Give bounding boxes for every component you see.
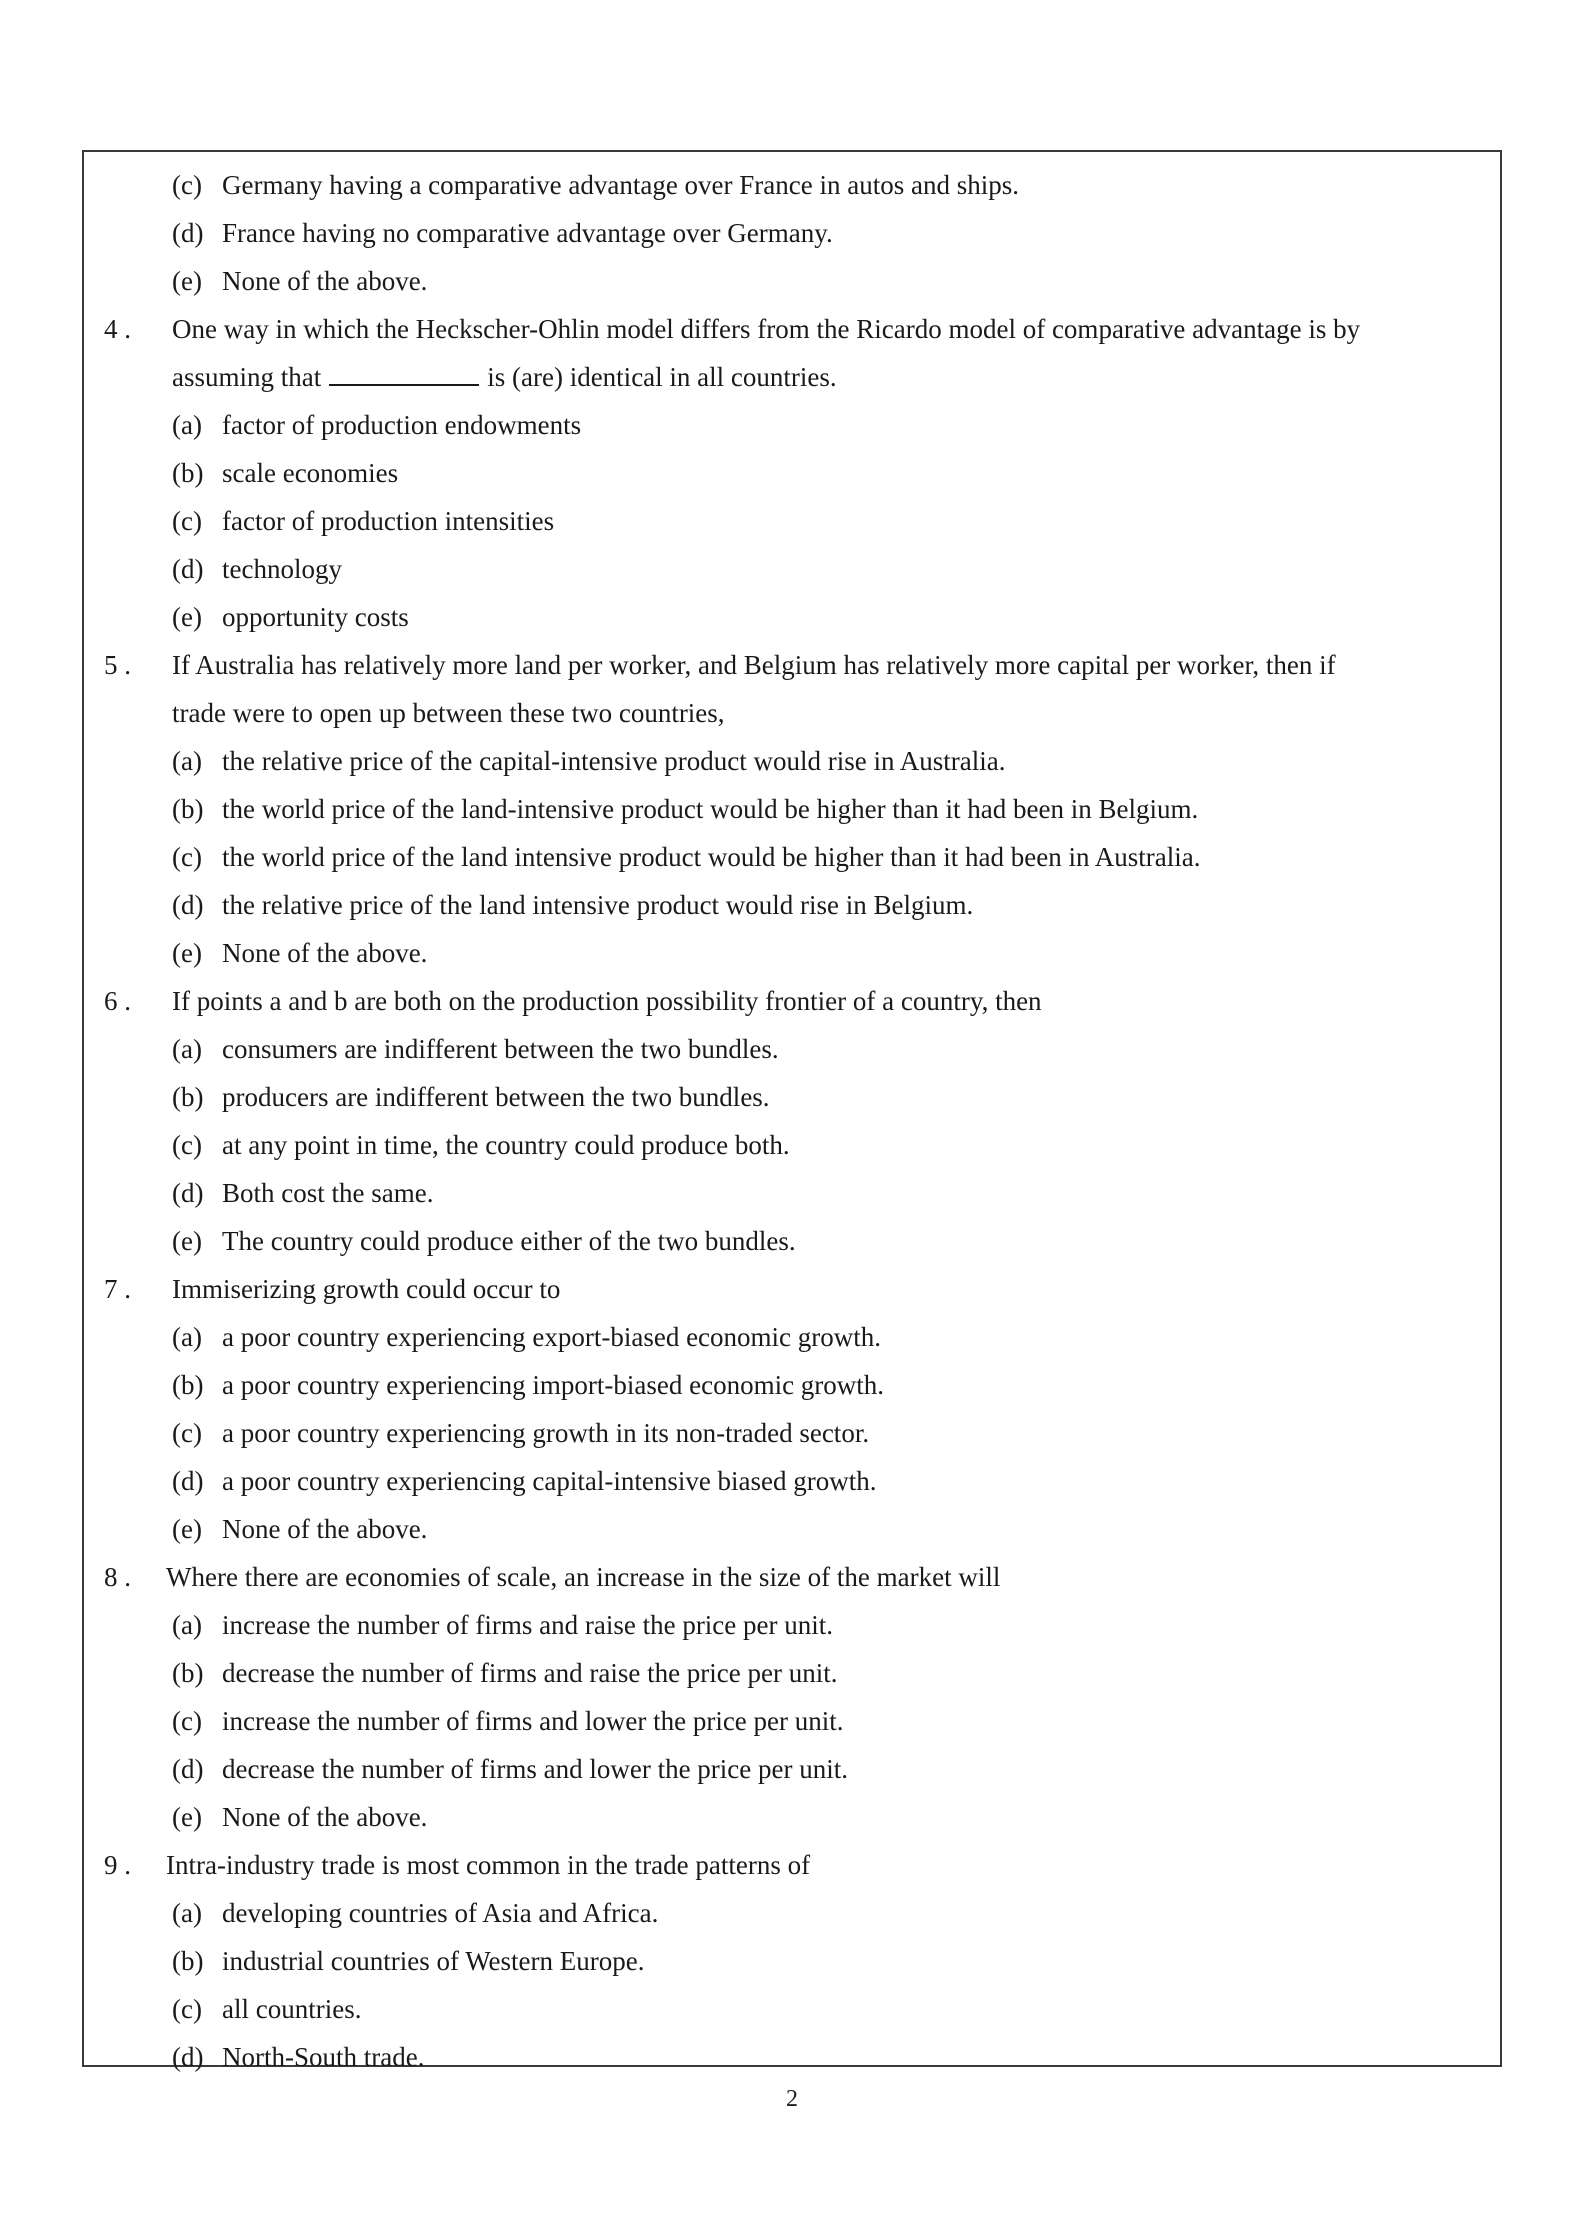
option-label: (c): [172, 842, 202, 872]
question-line-continued: [84, 692, 1500, 740]
option-label: (c): [172, 1706, 202, 1736]
option-line: [84, 1700, 1500, 1748]
option-line: [84, 596, 1500, 644]
option-text: decrease the number of firms and lower the price per unit.: [222, 1754, 848, 1784]
question-text: Immiserizing growth could occur to: [172, 1274, 561, 1304]
option-text: opportunity costs: [222, 602, 409, 632]
option-text: Both cost the same.: [222, 1178, 434, 1208]
option-text: the relative price of the capital-intensive product would rise in Australia.: [222, 746, 1006, 776]
question-number: 5 .: [104, 650, 131, 680]
option-label: (b): [172, 458, 204, 488]
option-line: [84, 260, 1500, 308]
question-number: 6 .: [104, 986, 131, 1016]
option-text: technology: [222, 554, 342, 584]
option-line: [84, 1364, 1500, 1412]
option-text: all countries.: [222, 1994, 362, 2024]
option-text: None of the above.: [222, 1802, 428, 1832]
option-label: (a): [172, 1322, 202, 1352]
option-line: [84, 1796, 1500, 1844]
option-label: (b): [172, 1658, 204, 1688]
option-line: [84, 1220, 1500, 1268]
option-text: increase the number of firms and lower the price per unit.: [222, 1706, 844, 1736]
question-line: [84, 1556, 1500, 1604]
option-line: [84, 452, 1500, 500]
option-line: [84, 1316, 1500, 1364]
option-text: factor of production intensities: [222, 506, 555, 536]
option-label: (a): [172, 1898, 202, 1928]
option-line: [84, 1076, 1500, 1124]
option-label: (d): [172, 1466, 204, 1496]
option-text: the world price of the land-intensive product would be higher than it had been in Belgium.: [222, 794, 1199, 824]
option-text: None of the above.: [222, 266, 428, 296]
option-text: Germany having a comparative advantage over France in autos and ships.: [222, 170, 1019, 200]
option-label: (e): [172, 938, 202, 968]
option-text: developing countries of Asia and Africa.: [222, 1898, 659, 1928]
question-line: [84, 1268, 1500, 1316]
option-label: (e): [172, 1226, 202, 1256]
option-text: consumers are indifferent between the two bundles.: [222, 1034, 779, 1064]
option-label: (a): [172, 1034, 202, 1064]
question-line: [84, 644, 1500, 692]
option-label: (d): [172, 554, 204, 584]
page-number: 2: [786, 2086, 798, 2112]
option-text: increase the number of firms and raise the price per unit.: [222, 1610, 834, 1640]
option-label: (a): [172, 1610, 202, 1640]
option-text: the world price of the land intensive product would be higher than it had been in Australia.: [222, 842, 1201, 872]
option-line: [84, 1604, 1500, 1652]
option-text: North-South trade.: [222, 2042, 425, 2072]
option-line: [84, 740, 1500, 788]
option-label: (e): [172, 266, 202, 296]
option-text: producers are indifferent between the two bundles.: [222, 1082, 770, 1112]
option-label: (a): [172, 410, 202, 440]
question-line: [84, 308, 1500, 356]
option-line: [84, 1748, 1500, 1796]
option-label: (e): [172, 602, 202, 632]
option-label: (c): [172, 1994, 202, 2024]
option-line: [84, 548, 1500, 596]
option-label: (b): [172, 1370, 204, 1400]
option-line: [84, 1892, 1500, 1940]
option-text: a poor country experiencing growth in its non-traded sector.: [222, 1418, 870, 1448]
question-text: Intra-industry trade is most common in the trade patterns of: [166, 1850, 811, 1880]
option-label: (e): [172, 1802, 202, 1832]
option-label: (d): [172, 2042, 204, 2072]
question-number: 9 .: [104, 1850, 131, 1880]
option-label: (c): [172, 1130, 202, 1160]
question-line-continued: [84, 356, 1500, 404]
option-line: [84, 500, 1500, 548]
option-label: (e): [172, 1514, 202, 1544]
option-text: a poor country experiencing export-biased economic growth.: [222, 1322, 882, 1352]
option-label: (d): [172, 218, 204, 248]
option-line: [84, 2036, 1500, 2084]
question-text: Where there are economies of scale, an increase in the size of the market will: [166, 1562, 1001, 1592]
option-text: industrial countries of Western Europe.: [222, 1946, 645, 1976]
question-text: [172, 356, 837, 398]
option-line: [84, 1412, 1500, 1460]
option-label: (c): [172, 170, 202, 200]
option-line: [84, 1124, 1500, 1172]
option-line: [84, 1988, 1500, 2036]
option-line: [84, 1172, 1500, 1220]
question-box: [82, 150, 1502, 2072]
option-line: [84, 788, 1500, 836]
option-text: the relative price of the land intensive product would rise in Belgium.: [222, 890, 974, 920]
option-label: (c): [172, 506, 202, 536]
option-line: [84, 1652, 1500, 1700]
option-line: [84, 836, 1500, 884]
option-text: None of the above.: [222, 1514, 428, 1544]
option-text: factor of production endowments: [222, 410, 582, 440]
option-text: at any point in time, the country could produce both.: [222, 1130, 790, 1160]
question-number: 4 .: [104, 314, 131, 344]
question-text-after-blank: is (are) identical in all countries.: [487, 362, 837, 392]
option-line: [84, 1508, 1500, 1556]
option-text: scale economies: [222, 458, 399, 488]
option-text: France having no comparative advantage over Germany.: [222, 218, 833, 248]
question-text-before-blank: assuming that: [172, 362, 322, 392]
option-label: (b): [172, 794, 204, 824]
option-line: [84, 164, 1500, 212]
option-label: (a): [172, 746, 202, 776]
answer-blank: [329, 360, 479, 386]
question-text: If points a and b are both on the production possibility frontier of a country, then: [172, 986, 1042, 1016]
option-text: decrease the number of firms and raise the price per unit.: [222, 1658, 838, 1688]
question-text: trade were to open up between these two countries,: [172, 698, 725, 728]
option-line: [84, 404, 1500, 452]
option-text: a poor country experiencing capital-intensive biased growth.: [222, 1466, 877, 1496]
question-line: [84, 980, 1500, 1028]
option-label: (b): [172, 1946, 204, 1976]
option-line: [84, 1028, 1500, 1076]
option-label: (d): [172, 890, 204, 920]
option-text: The country could produce either of the two bundles.: [222, 1226, 796, 1256]
question-text: One way in which the Heckscher-Ohlin model differs from the Ricardo model of comparative advantage is by: [172, 314, 1361, 344]
option-label: (c): [172, 1418, 202, 1448]
question-number: 7 .: [104, 1274, 131, 1304]
question-line: [84, 1844, 1500, 1892]
option-line: [84, 884, 1500, 932]
option-label: (d): [172, 1754, 204, 1784]
option-line: [84, 1460, 1500, 1508]
question-number: 8 .: [104, 1562, 131, 1592]
option-label: (b): [172, 1082, 204, 1112]
option-text: a poor country experiencing import-biased economic growth.: [222, 1370, 885, 1400]
option-line: [84, 212, 1500, 260]
option-label: (d): [172, 1178, 204, 1208]
option-line: [84, 1940, 1500, 1988]
option-line: [84, 932, 1500, 980]
option-text: None of the above.: [222, 938, 428, 968]
question-text: If Australia has relatively more land per worker, and Belgium has relatively more capital per worker, then if: [172, 650, 1336, 680]
question-list: [84, 164, 1500, 2084]
